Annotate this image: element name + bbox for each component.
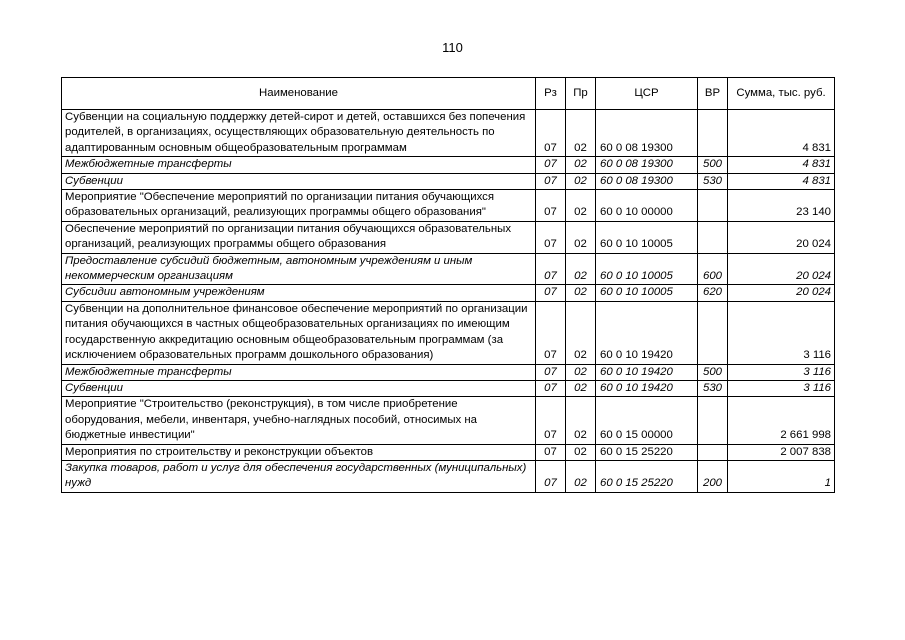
cell-vr: 620 — [698, 285, 728, 301]
header-rz: Рз — [536, 78, 566, 110]
cell-sum: 3 116 — [728, 301, 835, 364]
budget-table — [61, 77, 835, 493]
cell-pr: 02 — [566, 110, 596, 157]
cell-csr: 60 0 08 19300 — [596, 173, 698, 189]
cell-vr — [698, 444, 728, 460]
cell-pr: 02 — [566, 221, 596, 253]
header-vr: ВР — [698, 78, 728, 110]
header-csr: ЦСР — [596, 78, 698, 110]
table-row — [62, 253, 835, 285]
cell-vr — [698, 397, 728, 444]
cell-sum: 23 140 — [728, 190, 835, 222]
table-body — [62, 110, 835, 493]
cell-csr: 60 0 08 19300 — [596, 157, 698, 173]
cell-vr: 500 — [698, 157, 728, 173]
cell-name: Субвенции на дополнительное финансовое обеспечение мероприятий по организации питания обучающихся в частных общеобразовательных организациях по имеющим государственную аккредитацию основным общеобразовательным программам (за исключением образовательных программ дошкольного образования) — [62, 301, 536, 364]
cell-name: Обеспечение мероприятий по организации питания обучающихся образовательных организаций, реализующих программы общего образования — [62, 221, 536, 253]
cell-vr: 600 — [698, 253, 728, 285]
cell-vr — [698, 221, 728, 253]
cell-pr: 02 — [566, 190, 596, 222]
header-sum-label: Сумма, тыс. руб. — [736, 87, 826, 99]
cell-sum: 20 024 — [728, 253, 835, 285]
cell-csr: 60 0 10 19420 — [596, 364, 698, 380]
cell-rz: 07 — [536, 380, 566, 396]
cell-csr: 60 0 10 10005 — [596, 253, 698, 285]
cell-pr: 02 — [566, 157, 596, 173]
cell-rz: 07 — [536, 364, 566, 380]
cell-rz: 07 — [536, 190, 566, 222]
cell-rz: 07 — [536, 444, 566, 460]
cell-csr: 60 0 10 19420 — [596, 380, 698, 396]
table-row — [62, 397, 835, 444]
cell-csr: 60 0 15 00000 — [596, 397, 698, 444]
cell-rz: 07 — [536, 460, 566, 492]
header-pr: Пр — [566, 78, 596, 110]
cell-csr: 60 0 10 10005 — [596, 221, 698, 253]
cell-rz: 07 — [536, 285, 566, 301]
cell-name: Межбюджетные трансферты — [62, 157, 536, 173]
cell-pr: 02 — [566, 380, 596, 396]
cell-csr: 60 0 10 19420 — [596, 301, 698, 364]
header-name: Наименование — [62, 78, 536, 110]
table-row — [62, 173, 835, 189]
table-row — [62, 444, 835, 460]
cell-rz: 07 — [536, 397, 566, 444]
cell-name: Субсидии автономным учреждениям — [62, 285, 536, 301]
cell-sum: 4 831 — [728, 173, 835, 189]
cell-rz: 07 — [536, 173, 566, 189]
cell-vr: 530 — [698, 380, 728, 396]
cell-name: Субвенции на социальную поддержку детей-сирот и детей, оставшихся без попечения родителей, в организациях, осуществляющих образовательную деятельность по адаптированным основным общеобразовательным программам — [62, 110, 536, 157]
cell-name: Субвенции — [62, 173, 536, 189]
cell-csr: 60 0 15 25220 — [596, 444, 698, 460]
cell-sum: 3 116 — [728, 364, 835, 380]
table-row — [62, 364, 835, 380]
cell-sum: 1 — [728, 460, 835, 492]
cell-pr: 02 — [566, 444, 596, 460]
cell-name: Мероприятие "Строительство (реконструкция), в том числе приобретение оборудования, мебели, инвентаря, учебно-наглядных пособий, относимых на бюджетные инвестиции" — [62, 397, 536, 444]
cell-vr — [698, 110, 728, 157]
table-row — [62, 157, 835, 173]
table-row — [62, 285, 835, 301]
cell-rz: 07 — [536, 253, 566, 285]
cell-csr: 60 0 15 25220 — [596, 460, 698, 492]
cell-csr: 60 0 10 00000 — [596, 190, 698, 222]
cell-name: Предоставление субсидий бюджетным, автономным учреждениям и иным некоммерческим организациям — [62, 253, 536, 285]
cell-pr: 02 — [566, 301, 596, 364]
cell-sum: 2 007 838 — [728, 444, 835, 460]
cell-name: Мероприятия по строительству и реконструкции объектов — [62, 444, 536, 460]
cell-csr: 60 0 10 10005 — [596, 285, 698, 301]
cell-pr: 02 — [566, 253, 596, 285]
cell-vr: 530 — [698, 173, 728, 189]
table-row — [62, 460, 835, 492]
cell-sum: 20 024 — [728, 221, 835, 253]
cell-name: Субвенции — [62, 380, 536, 396]
cell-name: Межбюджетные трансферты — [62, 364, 536, 380]
cell-sum: 4 831 — [728, 110, 835, 157]
cell-vr — [698, 190, 728, 222]
cell-rz: 07 — [536, 157, 566, 173]
cell-rz: 07 — [536, 221, 566, 253]
cell-pr: 02 — [566, 285, 596, 301]
header-sum — [728, 78, 835, 110]
cell-sum: 20 024 — [728, 285, 835, 301]
cell-rz: 07 — [536, 301, 566, 364]
cell-pr: 02 — [566, 173, 596, 189]
page-number: 110 — [442, 40, 463, 55]
table-header-row — [62, 78, 835, 110]
cell-name: Закупка товаров, работ и услуг для обеспечения государственных (муниципальных) нужд — [62, 460, 536, 492]
cell-sum: 2 661 998 — [728, 397, 835, 444]
cell-pr: 02 — [566, 364, 596, 380]
cell-rz: 07 — [536, 110, 566, 157]
cell-vr — [698, 301, 728, 364]
cell-sum: 4 831 — [728, 157, 835, 173]
cell-vr: 200 — [698, 460, 728, 492]
cell-vr: 500 — [698, 364, 728, 380]
cell-pr: 02 — [566, 460, 596, 492]
table-row — [62, 380, 835, 396]
table-row — [62, 221, 835, 253]
cell-name: Мероприятие "Обеспечение мероприятий по организации питания обучающихся образовательных организаций, реализующих программы общего образования" — [62, 190, 536, 222]
table-row — [62, 190, 835, 222]
cell-sum: 3 116 — [728, 380, 835, 396]
cell-pr: 02 — [566, 397, 596, 444]
table-row — [62, 110, 835, 157]
cell-csr: 60 0 08 19300 — [596, 110, 698, 157]
table-row — [62, 301, 835, 364]
